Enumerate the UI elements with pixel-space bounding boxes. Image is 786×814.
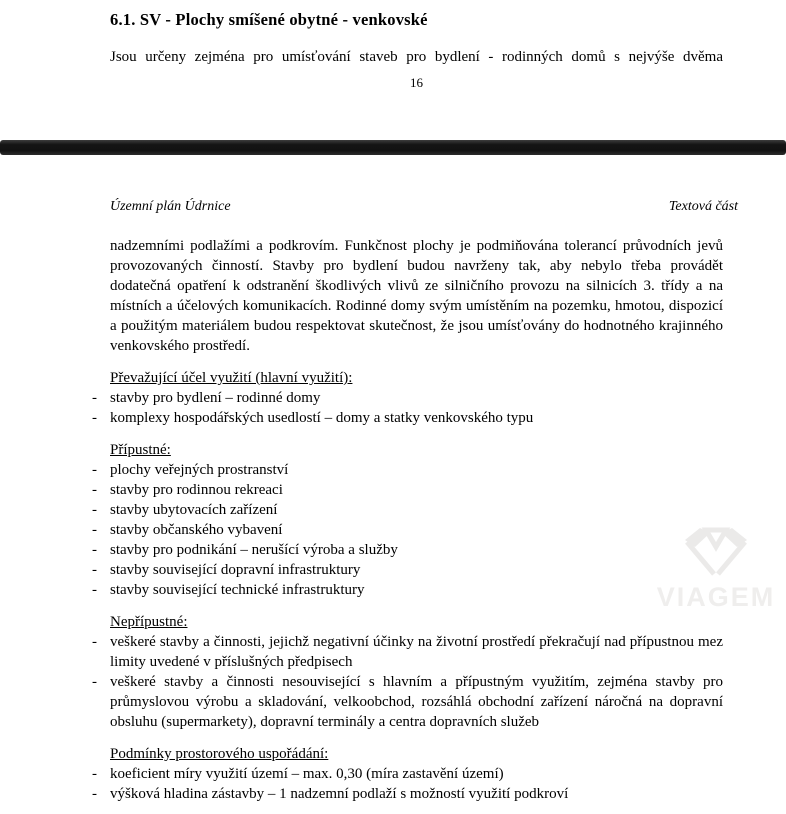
page-number: 16 (410, 75, 423, 90)
section (92, 440, 723, 600)
list-item (92, 460, 723, 480)
list-item-text: veškeré stavby a činnosti nesouvisející s hlavním a přípustným využitím, zejména stavby pro průmyslovou výrobu a skladování, velkoobchod, rozsáhlá obchodní zařízení náročná na dopravní obsluhu (supermarkety), dopravní terminály a centra dopravních služeb (110, 674, 723, 730)
section-heading: Přípustné: (110, 442, 171, 458)
list-item-text: plochy veřejných prostranství (110, 462, 289, 478)
list-item-text: stavby pro rodinnou rekreaci (110, 482, 283, 498)
list-item-text: stavby ubytovacích zařízení (110, 502, 278, 518)
list-dash: - (92, 562, 97, 578)
list-dash: - (92, 542, 97, 558)
page-body (92, 236, 723, 804)
list-dash: - (92, 462, 97, 478)
list-item-text: stavby pro podnikání – nerušící výroba a služby (110, 542, 398, 558)
list-item-text: komplexy hospodářských usedlostí – domy a statky venkovského typu (110, 410, 534, 426)
list-item (92, 480, 723, 500)
list-item-text: výšková hladina zástavby – 1 nadzemní podlaží s možností využití podkroví (110, 786, 569, 802)
list-item (92, 500, 723, 520)
list-dash: - (92, 582, 97, 598)
list-item (92, 632, 723, 672)
list-item (92, 764, 723, 784)
section-heading: Podmínky prostorového uspořádání: (110, 746, 329, 762)
list-dash: - (92, 634, 97, 650)
list-item-text: veškeré stavby a činnosti, jejichž negativní účinky na životní prostředí překračují nad přípustnou mez limity uvedené v příslušných předpisech (110, 634, 723, 670)
list-item (92, 580, 723, 600)
list-item-text: koeficient míry využití území – max. 0,30 (míra zastavění území) (110, 766, 504, 782)
section (92, 612, 723, 732)
list-dash: - (92, 786, 97, 802)
list-item (92, 388, 723, 408)
list-dash: - (92, 766, 97, 782)
header-document-title: Územní plán Údrnice (110, 199, 231, 214)
intro-paragraph: Jsou určeny zejména pro umísťování staveb pro bydlení - rodinných domů s nejvýše dvěma (110, 49, 723, 65)
section-title: 6.1. SV - Plochy smíšené obytné - venkovské (110, 10, 428, 29)
section (92, 368, 723, 428)
list-item-text: stavby související technické infrastruktury (110, 582, 365, 598)
list-item (92, 540, 723, 560)
header-part-title: Textová část (668, 199, 738, 214)
list-item-text: stavby související dopravní infrastruktury (110, 562, 361, 578)
list-dash: - (92, 482, 97, 498)
list-dash: - (92, 390, 97, 406)
page-break-bar (0, 140, 786, 155)
section (92, 744, 723, 804)
watermark-text: VIAGEM (656, 582, 776, 612)
list-dash: - (92, 522, 97, 538)
list-dash: - (92, 502, 97, 518)
previous-page-fragment (110, 10, 723, 91)
list-item-text: stavby pro bydlení – rodinné domy (110, 390, 321, 406)
sections-container (92, 368, 723, 804)
section-heading: Nepřípustné: (110, 614, 188, 630)
list-item (92, 408, 723, 428)
list-dash: - (92, 410, 97, 426)
list-item (92, 672, 723, 732)
body-paragraph: nadzemními podlažími a podkrovím. Funkčnost plochy je podmiňována tolerancí průvodních jevů provozovaných činností. Stavby pro bydlení budou navrženy tak, aby nebylo třeba provádět dodatečná opatření k odstranění škodlivých vlivů ze silničního provozu na silnicích 3. třídy a na místních a účelových komunikacích. Rodinné domy svým umístěním na pozemku, hmotou, dispozicí a použitým materiálem budou respektovat skutečnost, že jsou umísťovány do hodnotného krajinného venkovského prostředí. (110, 238, 723, 354)
running-header (110, 199, 738, 215)
list-item (92, 520, 723, 540)
list-item (92, 784, 723, 804)
list-item-text: stavby občanského vybavení (110, 522, 283, 538)
list-item (92, 560, 723, 580)
list-dash: - (92, 674, 97, 690)
section-heading: Převažující účel využití (hlavní využití): (110, 370, 353, 386)
